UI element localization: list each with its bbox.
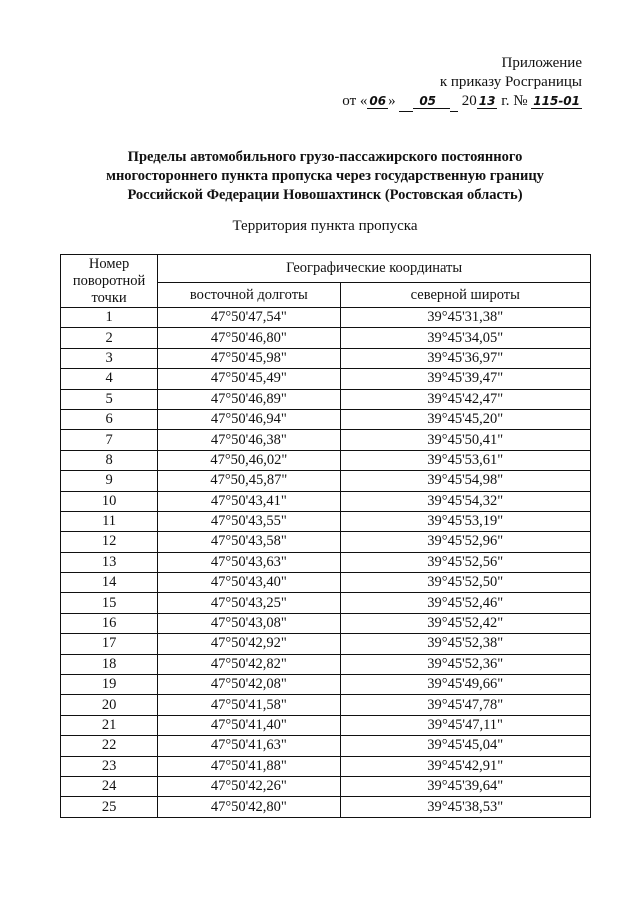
handwritten-year: 13 bbox=[478, 94, 496, 108]
cell-north-latitude: 39°45'39,64" bbox=[340, 776, 591, 796]
table-row bbox=[61, 532, 591, 552]
cell-point-number: 17 bbox=[61, 634, 158, 654]
order-date-line bbox=[342, 92, 582, 112]
cell-point-number: 1 bbox=[61, 308, 158, 328]
blank-line bbox=[450, 92, 458, 112]
cell-north-latitude: 39°45'52,36" bbox=[340, 654, 591, 674]
table-row bbox=[61, 797, 591, 817]
title-line-1: Пределы автомобильного грузо-пассажирского постоянного bbox=[127, 149, 523, 165]
cell-point-number: 12 bbox=[61, 532, 158, 552]
cell-east-longitude: 47°50'41,58" bbox=[158, 695, 340, 715]
cell-point-number: 5 bbox=[61, 389, 158, 409]
header-east-longitude: восточной долготы bbox=[158, 283, 340, 308]
cell-point-number: 3 bbox=[61, 348, 158, 368]
cell-point-number: 2 bbox=[61, 328, 158, 348]
cell-north-latitude: 39°45'47,11" bbox=[340, 715, 591, 735]
cell-point-number: 24 bbox=[61, 776, 158, 796]
cell-north-latitude: 39°45'54,98" bbox=[340, 471, 591, 491]
table-row bbox=[61, 511, 591, 531]
cell-east-longitude: 47°50'41,63" bbox=[158, 736, 340, 756]
table-row bbox=[61, 736, 591, 756]
cell-north-latitude: 39°45'45,20" bbox=[340, 409, 591, 429]
cell-point-number: 22 bbox=[61, 736, 158, 756]
cell-point-number: 13 bbox=[61, 552, 158, 572]
table-row bbox=[61, 471, 591, 491]
table-row bbox=[61, 715, 591, 735]
cell-point-number: 4 bbox=[61, 369, 158, 389]
cell-east-longitude: 47°50'42,26" bbox=[158, 776, 340, 796]
date-prefix: от « bbox=[342, 93, 368, 109]
table-row bbox=[61, 654, 591, 674]
document-title bbox=[60, 148, 590, 205]
cell-point-number: 25 bbox=[61, 797, 158, 817]
header-north-latitude: северной широты bbox=[340, 283, 591, 308]
cell-point-number: 7 bbox=[61, 430, 158, 450]
table-row bbox=[61, 776, 591, 796]
table-row bbox=[61, 369, 591, 389]
cell-point-number: 23 bbox=[61, 756, 158, 776]
cell-east-longitude: 47°50'42,80" bbox=[158, 797, 340, 817]
cell-north-latitude: 39°45'42,47" bbox=[340, 389, 591, 409]
cell-north-latitude: 39°45'47,78" bbox=[340, 695, 591, 715]
cell-north-latitude: 39°45'52,46" bbox=[340, 593, 591, 613]
cell-north-latitude: 39°45'31,38" bbox=[340, 308, 591, 328]
handwritten-month: 05 bbox=[413, 94, 450, 109]
cell-east-longitude: 47°50'42,92" bbox=[158, 634, 340, 654]
table-row bbox=[61, 348, 591, 368]
appendix-header bbox=[342, 54, 582, 112]
table-row bbox=[61, 450, 591, 470]
year-number-label: г. № bbox=[501, 93, 528, 109]
year-prefix: 20 bbox=[461, 93, 477, 109]
cell-point-number: 15 bbox=[61, 593, 158, 613]
handwritten-order-number: 115-01 bbox=[533, 94, 580, 108]
order-reference: к приказу Росграницы bbox=[439, 74, 582, 90]
cell-east-longitude: 47°50'43,55" bbox=[158, 511, 340, 531]
cell-north-latitude: 39°45'39,47" bbox=[340, 369, 591, 389]
table-row bbox=[61, 573, 591, 593]
cell-north-latitude: 39°45'54,32" bbox=[340, 491, 591, 511]
cell-north-latitude: 39°45'36,97" bbox=[340, 348, 591, 368]
header-point-number: Номер поворотной точки bbox=[61, 255, 158, 308]
cell-point-number: 16 bbox=[61, 613, 158, 633]
cell-north-latitude: 39°45'49,66" bbox=[340, 675, 591, 695]
cell-north-latitude: 39°45'42,91" bbox=[340, 756, 591, 776]
cell-point-number: 20 bbox=[61, 695, 158, 715]
cell-east-longitude: 47°50'42,82" bbox=[158, 654, 340, 674]
cell-east-longitude: 47°50'45,49" bbox=[158, 369, 340, 389]
cell-east-longitude: 47°50,46,02" bbox=[158, 450, 340, 470]
cell-east-longitude: 47°50'46,94" bbox=[158, 409, 340, 429]
cell-point-number: 10 bbox=[61, 491, 158, 511]
table-row bbox=[61, 613, 591, 633]
cell-north-latitude: 39°45'52,96" bbox=[340, 532, 591, 552]
cell-east-longitude: 47°50'47,54" bbox=[158, 308, 340, 328]
cell-east-longitude: 47°50'43,25" bbox=[158, 593, 340, 613]
cell-east-longitude: 47°50'43,40" bbox=[158, 573, 340, 593]
cell-point-number: 19 bbox=[61, 675, 158, 695]
table-row bbox=[61, 491, 591, 511]
cell-north-latitude: 39°45'53,19" bbox=[340, 511, 591, 531]
table-row bbox=[61, 675, 591, 695]
appendix-label: Приложение bbox=[501, 55, 582, 71]
table-row bbox=[61, 634, 591, 654]
cell-north-latitude: 39°45'45,04" bbox=[340, 736, 591, 756]
cell-point-number: 6 bbox=[61, 409, 158, 429]
header-geo-coordinates: Географические координаты bbox=[158, 255, 591, 283]
cell-east-longitude: 47°50'41,40" bbox=[158, 715, 340, 735]
cell-north-latitude: 39°45'50,41" bbox=[340, 430, 591, 450]
cell-east-longitude: 47°50'42,08" bbox=[158, 675, 340, 695]
cell-north-latitude: 39°45'52,50" bbox=[340, 573, 591, 593]
cell-east-longitude: 47°50'43,08" bbox=[158, 613, 340, 633]
cell-east-longitude: 47°50'45,98" bbox=[158, 348, 340, 368]
cell-east-longitude: 47°50'46,89" bbox=[158, 389, 340, 409]
table-row bbox=[61, 756, 591, 776]
section-subtitle: Территория пункта пропуска bbox=[232, 218, 418, 234]
cell-east-longitude: 47°50'41,88" bbox=[158, 756, 340, 776]
title-line-2: многостороннего пункта пропуска через государственную границу bbox=[106, 168, 544, 184]
cell-north-latitude: 39°45'53,61" bbox=[340, 450, 591, 470]
table-row bbox=[61, 430, 591, 450]
table-row bbox=[61, 328, 591, 348]
cell-east-longitude: 47°50'43,58" bbox=[158, 532, 340, 552]
cell-north-latitude: 39°45'34,05" bbox=[340, 328, 591, 348]
cell-point-number: 18 bbox=[61, 654, 158, 674]
date-mid: » bbox=[388, 93, 396, 109]
cell-north-latitude: 39°45'52,42" bbox=[340, 613, 591, 633]
cell-point-number: 11 bbox=[61, 511, 158, 531]
blank-line bbox=[399, 92, 413, 112]
cell-point-number: 14 bbox=[61, 573, 158, 593]
cell-point-number: 9 bbox=[61, 471, 158, 491]
table-body bbox=[61, 308, 591, 818]
table-row bbox=[61, 593, 591, 613]
cell-east-longitude: 47°50'46,38" bbox=[158, 430, 340, 450]
table-row bbox=[61, 552, 591, 572]
table-row bbox=[61, 695, 591, 715]
title-line-3: Российской Федерации Новошахтинск (Ростовская область) bbox=[127, 187, 523, 203]
handwritten-day: 06 bbox=[369, 94, 387, 108]
cell-north-latitude: 39°45'38,53" bbox=[340, 797, 591, 817]
cell-east-longitude: 47°50'46,80" bbox=[158, 328, 340, 348]
cell-north-latitude: 39°45'52,56" bbox=[340, 552, 591, 572]
cell-east-longitude: 47°50'43,63" bbox=[158, 552, 340, 572]
table-row bbox=[61, 389, 591, 409]
cell-point-number: 8 bbox=[61, 450, 158, 470]
cell-point-number: 21 bbox=[61, 715, 158, 735]
cell-east-longitude: 47°50,45,87" bbox=[158, 471, 340, 491]
coordinates-table bbox=[60, 254, 591, 818]
cell-north-latitude: 39°45'52,38" bbox=[340, 634, 591, 654]
table-row bbox=[61, 409, 591, 429]
cell-east-longitude: 47°50'43,41" bbox=[158, 491, 340, 511]
table-row bbox=[61, 308, 591, 328]
